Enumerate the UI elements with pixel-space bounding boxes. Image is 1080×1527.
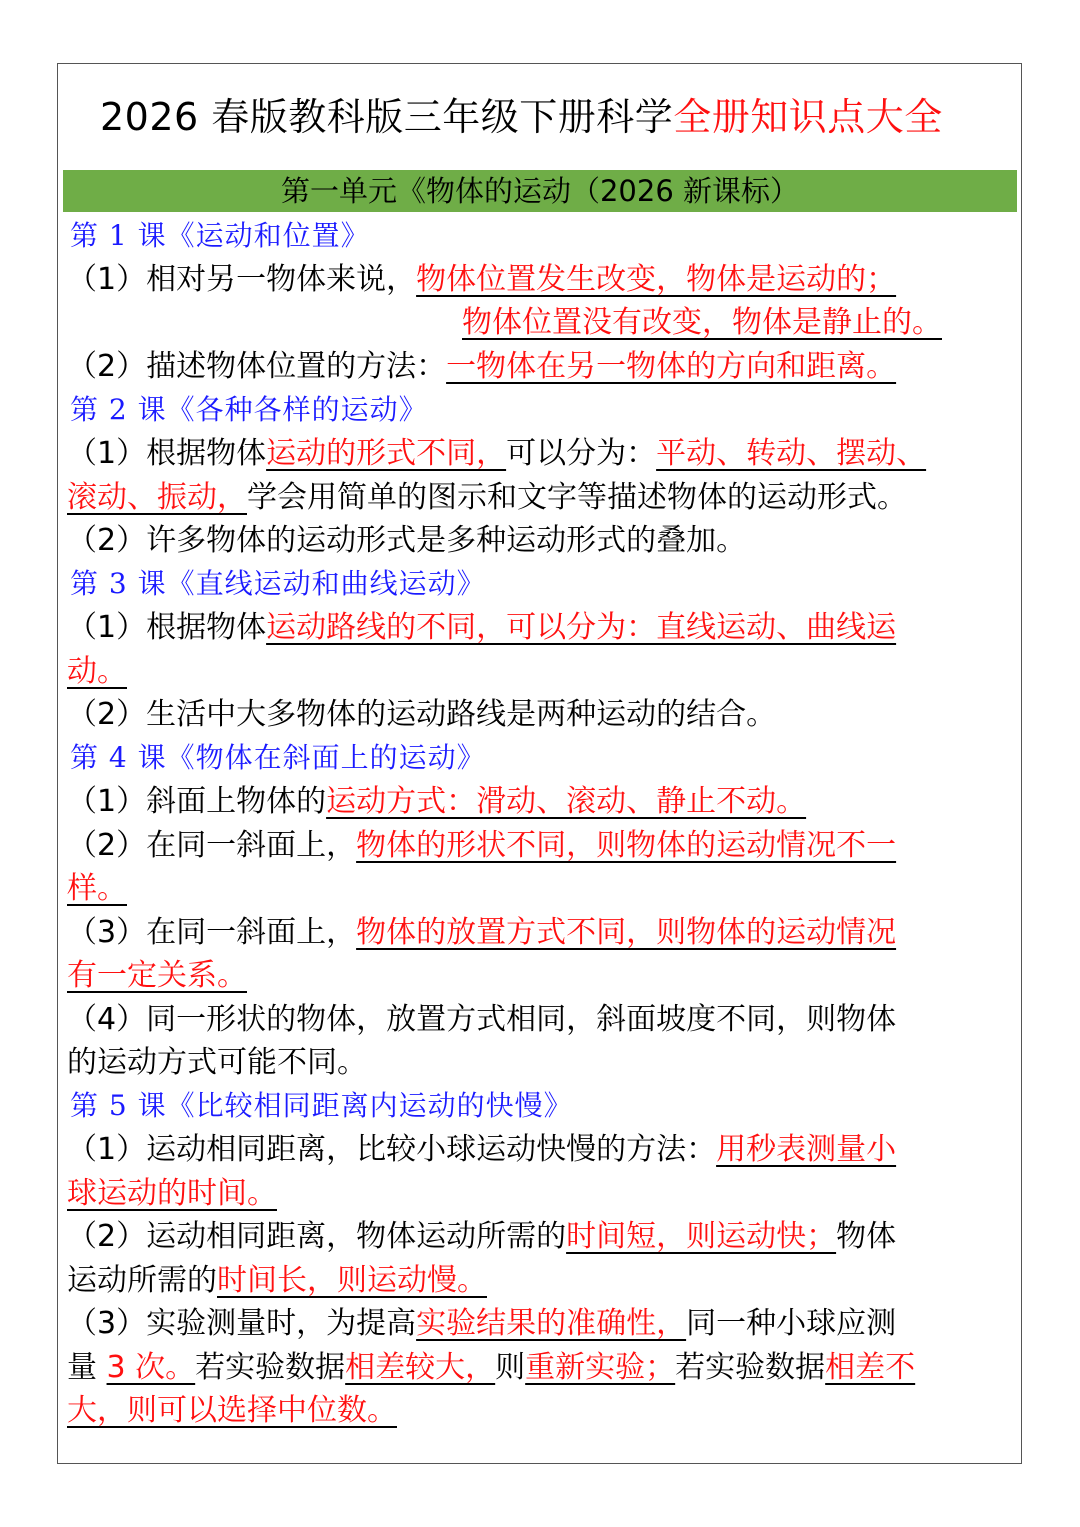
key-point: 时间长，则运动慢。 [217, 1263, 487, 1298]
lesson-2-heading: 第 2 课《各种各样的运动》 [70, 393, 428, 426]
key-point: 用秒表测量小 [716, 1132, 897, 1167]
text: （1）根据物体 [67, 436, 267, 471]
lesson-1-heading: 第 1 课《运动和位置》 [70, 219, 370, 252]
text: 可以分为： [506, 436, 657, 471]
text: 则 [495, 1350, 526, 1385]
title-prefix: 2026 春版教科版三年级下册科学 [100, 95, 674, 139]
key-point: 平动、转动、摆动、 [656, 436, 927, 471]
lesson-3-heading: 第 3 课《直线运动和曲线运动》 [70, 567, 486, 600]
lesson-4-point-3 [67, 912, 896, 954]
lesson-5-point-3-cont [67, 1347, 915, 1389]
text: （3）在同一斜面上， [67, 915, 357, 950]
lesson-2-point-1 [67, 433, 926, 475]
key-point: 滚动、振动， [67, 480, 247, 515]
key-point: 相差不 [825, 1350, 916, 1385]
page-title [100, 92, 943, 142]
text: 量 [67, 1350, 107, 1385]
lesson-3-point-2: （2）生活中大多物体的运动路线是两种运动的结合。 [67, 697, 777, 732]
key-point: 时间短，则运动快； [566, 1219, 837, 1254]
key-point: 运动方式：滑动、滚动、静止不动。 [326, 784, 807, 819]
key-point: 物体的形状不同，则物体的运动情况不一 [356, 828, 897, 863]
text: （1）相对另一物体来说， [67, 262, 417, 297]
lesson-4-point-2-cont [67, 868, 127, 910]
lesson-2-point-1-cont [67, 477, 907, 519]
lesson-2-point-2: （2）许多物体的运动形式是多种运动形式的叠加。 [67, 523, 747, 558]
key-point: 运动路线的不同，可以分为：直线运动、曲线运 [266, 610, 897, 645]
key-point: 球运动的时间。 [67, 1176, 277, 1211]
key-point: 一物体在另一物体的方向和距离。 [446, 349, 897, 384]
key-point: 相差较大， [345, 1350, 496, 1385]
lesson-3-point-1 [67, 607, 896, 649]
key-point: 重新实验； [525, 1350, 676, 1385]
key-point: 物体位置发生改变，物体是运动的； [416, 262, 897, 297]
lesson-3-point-1-cont [67, 651, 127, 693]
lesson-5-point-1 [67, 1129, 896, 1171]
title-highlight: 全册知识点大全 [673, 95, 943, 139]
lesson-4-point-2 [67, 825, 896, 867]
key-point: 动。 [67, 654, 127, 689]
key-point: 大，则可以选择中位数。 [67, 1393, 397, 1428]
lesson-4-heading: 第 4 课《物体在斜面上的运动》 [70, 741, 486, 774]
key-point: 物体的放置方式不同，则物体的运动情况 [356, 915, 897, 950]
lesson-5-point-3-cont-2 [67, 1390, 397, 1432]
text: （1）斜面上物体的 [67, 784, 327, 819]
lesson-4-point-3-cont [67, 955, 247, 997]
text: 运动所需的 [67, 1263, 217, 1298]
text: 若实验数据 [675, 1350, 826, 1385]
key-point: 有一定关系。 [67, 958, 247, 993]
lesson-5-heading: 第 5 课《比较相同距离内运动的快慢》 [70, 1089, 573, 1122]
lesson-4-point-4-cont: 的运动方式可能不同。 [67, 1045, 367, 1080]
text: （1）根据物体 [67, 610, 267, 645]
text: 学会用简单的图示和文字等描述物体的运动形式。 [247, 480, 907, 515]
key-point: 物体位置没有改变，物体是静止的。 [462, 305, 942, 340]
text: 若实验数据 [195, 1350, 346, 1385]
lesson-4-point-1 [67, 781, 806, 823]
unit-heading: 第一单元《物体的运动（2026 新课标） [63, 170, 1017, 212]
key-point: 实验结果的准确性， [416, 1306, 687, 1341]
key-point: 运动的形式不同， [266, 436, 507, 471]
key-point: 样。 [67, 871, 127, 906]
lesson-5-point-3 [67, 1303, 896, 1345]
lesson-4-point-4: （4）同一形状的物体，放置方式相同，斜面坡度不同，则物体 [67, 1002, 897, 1037]
lesson-5-point-1-cont [67, 1173, 277, 1215]
key-point: 3 次。 [106, 1350, 196, 1385]
text: （2）运动相同距离，物体运动所需的 [67, 1219, 567, 1254]
lesson-1-point-1 [67, 259, 896, 301]
text: （3）实验测量时，为提高 [67, 1306, 417, 1341]
text: （1）运动相同距离，比较小球运动快慢的方法： [67, 1132, 717, 1167]
lesson-5-point-2 [67, 1216, 896, 1258]
lesson-5-point-2-cont [67, 1260, 487, 1302]
text: 物体 [836, 1219, 897, 1254]
text: （2）描述物体位置的方法： [67, 349, 447, 384]
text: 同一种小球应测 [686, 1306, 897, 1341]
lesson-1-point-1-cont [462, 302, 942, 344]
lesson-1-point-2 [67, 346, 896, 388]
text: （2）在同一斜面上， [67, 828, 357, 863]
